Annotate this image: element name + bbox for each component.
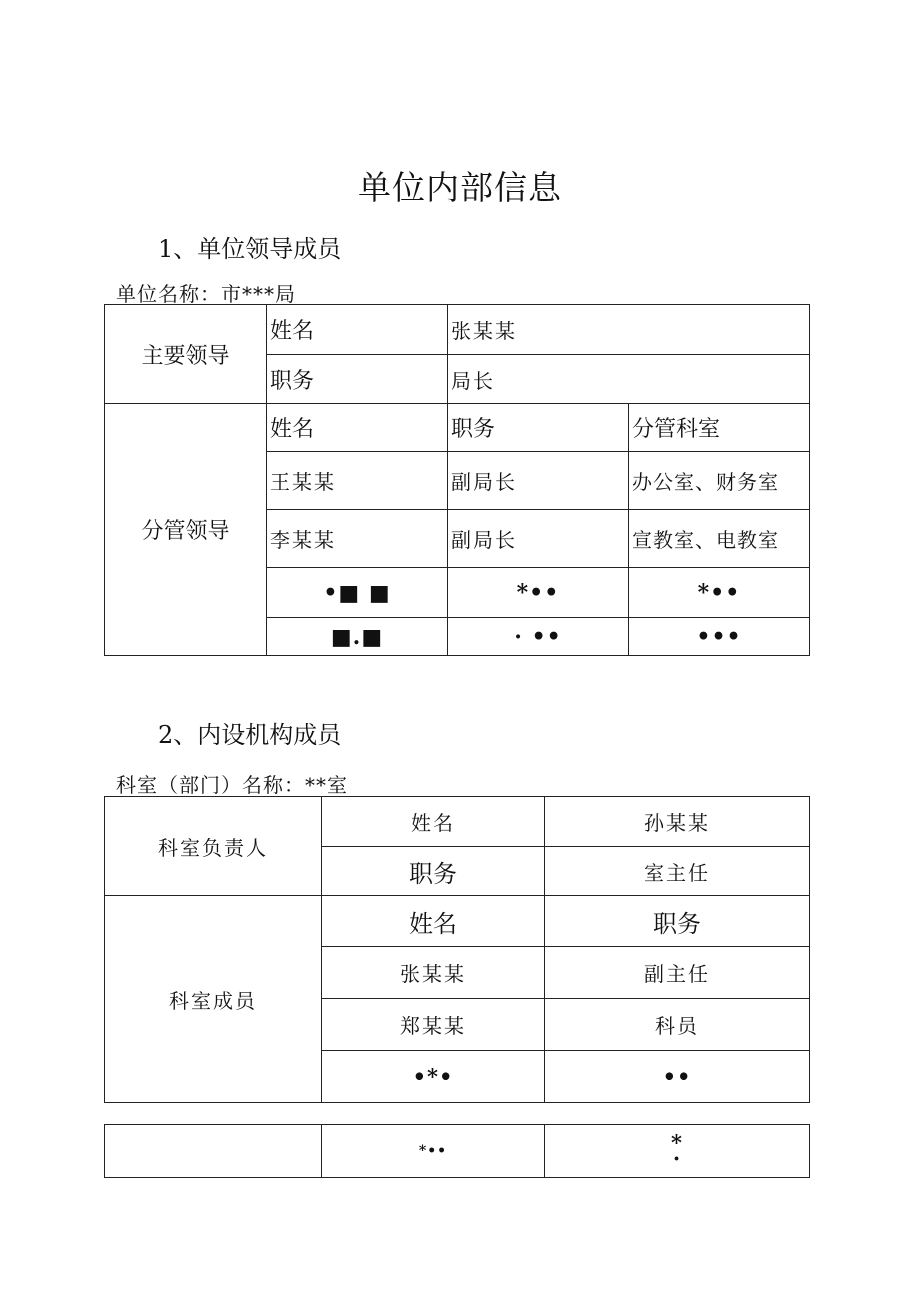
main-leader-position-value: 局长 — [448, 355, 810, 404]
deputy-name-cell: 王某某 — [267, 452, 448, 510]
dept-head-name-label: 姓名 — [322, 797, 545, 847]
extra-mark-cell: * · — [545, 1125, 810, 1178]
extra-mark-cell: *•• — [322, 1125, 545, 1178]
main-leader-label: 主要领导 — [105, 305, 267, 404]
member-position-cell: •• — [545, 1051, 810, 1103]
dept-head-position-value: 室主任 — [545, 847, 810, 896]
deputy-position-cell: · •• — [448, 618, 629, 656]
dept-head-position-label: 职务 — [322, 847, 545, 896]
deputy-name-cell: 李某某 — [267, 510, 448, 568]
member-name-cell: 张某某 — [322, 947, 545, 999]
dept-name-label: 科室（部门）名称：**室 — [116, 773, 348, 797]
dept-table — [104, 796, 810, 1103]
member-name-cell: 郑某某 — [322, 999, 545, 1051]
member-position-cell: 副主任 — [545, 947, 810, 999]
deputy-header-name: 姓名 — [267, 404, 448, 452]
section2-heading: 2、内设机构成员 — [158, 721, 342, 749]
main-leader-position-label: 职务 — [267, 355, 448, 404]
member-position-cell: 科员 — [545, 999, 810, 1051]
deputy-dept-cell: ••• — [629, 618, 810, 656]
deputy-leader-label: 分管领导 — [105, 404, 267, 656]
deputy-header-dept: 分管科室 — [629, 404, 810, 452]
member-name-cell: •*• — [322, 1051, 545, 1103]
table-row — [105, 1125, 810, 1178]
section1-heading: 1、单位领导成员 — [158, 235, 342, 263]
deputy-header-position: 职务 — [448, 404, 629, 452]
deputy-name-cell: ■.■ — [267, 618, 448, 656]
dept-members-label: 科室成员 — [105, 896, 322, 1103]
deputy-name-cell: •■ ■ — [267, 568, 448, 618]
dept-extra-table — [104, 1124, 810, 1178]
page-title: 单位内部信息 — [358, 168, 562, 207]
deputy-dept-cell: *•• — [629, 568, 810, 618]
deputy-dept-cell: 宣教室、电教室 — [629, 510, 810, 568]
deputy-position-cell: 副局长 — [448, 452, 629, 510]
leaders-table — [104, 304, 810, 656]
extra-empty-cell — [105, 1125, 322, 1178]
members-header-position: 职务 — [545, 896, 810, 947]
deputy-position-cell: *•• — [448, 568, 629, 618]
dept-head-label: 科室负责人 — [105, 797, 322, 896]
main-leader-name-label: 姓名 — [267, 305, 448, 355]
members-header-name: 姓名 — [322, 896, 545, 947]
deputy-dept-cell: 办公室、财务室 — [629, 452, 810, 510]
main-leader-name-value: 张某某 — [448, 305, 810, 355]
deputy-position-cell: 副局长 — [448, 510, 629, 568]
unit-name-label: 单位名称：市***局 — [116, 282, 296, 306]
dept-head-name-value: 孙某某 — [545, 797, 810, 847]
